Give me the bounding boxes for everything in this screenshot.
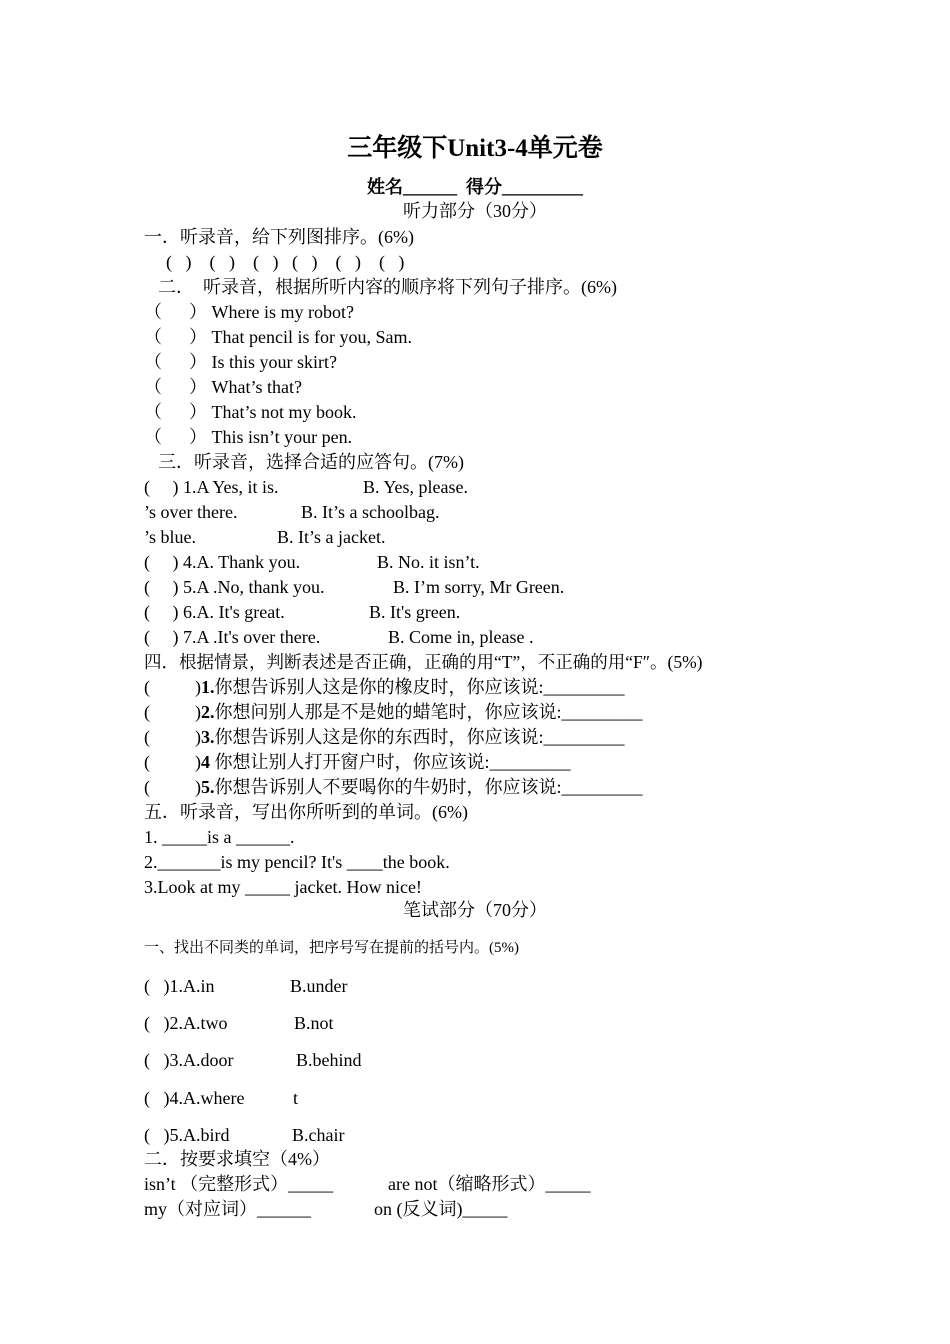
section1-heading: 一．听录音，给下列图排序。(6%): [144, 227, 414, 247]
option-b: B.not: [294, 1013, 334, 1033]
answer-bracket[interactable]: ( ): [144, 702, 201, 722]
item-text: 你想告诉别人这是你的东西时，你应该说:: [214, 727, 544, 747]
option-b: B. No. it isn’t.: [377, 552, 480, 572]
answer-blank[interactable]: _________: [489, 752, 571, 772]
option-b: B. Yes, please.: [363, 477, 469, 497]
section2-item: [144, 401, 357, 423]
option-a: ’s blue.: [144, 527, 196, 547]
answer-blank[interactable]: _________: [561, 777, 643, 797]
section3-heading: 三．听录音，选择合适的应答句。(7%): [158, 452, 464, 472]
answer-bracket[interactable]: （ ）: [144, 302, 207, 322]
option-a[interactable]: ( )2.A.two: [144, 1013, 228, 1033]
judgement-item: [144, 751, 571, 773]
option-a: ( ) 5.A .No, thank you.: [144, 577, 325, 597]
fill-item[interactable]: on (反义词)_____: [374, 1199, 508, 1219]
option-a[interactable]: ( )5.A.bird: [144, 1125, 230, 1145]
section5-heading: 五．听录音，写出你所听到的单词。(6%): [144, 802, 468, 822]
sentence-text: That’s not my book.: [211, 402, 357, 422]
fill-line[interactable]: 3.Look at my _____ jacket. How nice!: [144, 877, 422, 897]
fill-item[interactable]: isn’t （完整形式）_____: [144, 1174, 334, 1194]
item-text: 你想让别人打开窗户时，你应该说:: [210, 752, 490, 772]
item-number: 5.: [201, 777, 215, 797]
item-number: 3.: [201, 727, 215, 747]
fill-line[interactable]: 1. _____is a ______.: [144, 827, 295, 847]
item-number: 1.: [201, 677, 215, 697]
option-b: B. It’s a jacket.: [277, 527, 386, 547]
option-b: B.chair: [292, 1125, 345, 1145]
item-text: 你想告诉别人这是你的橡皮时，你应该说:: [214, 677, 544, 697]
option-a: ’s over there.: [144, 502, 238, 522]
written-header: 笔试部分（70分）: [403, 900, 547, 920]
answer-blank[interactable]: _________: [543, 727, 625, 747]
sentence-text: This isn’t your pen.: [211, 427, 353, 447]
option-a: ( ) 6.A. It's great.: [144, 602, 285, 622]
section2-item: [144, 326, 412, 348]
judgement-item: [144, 676, 625, 698]
section2-item: [144, 301, 354, 323]
name-score-line: [0, 176, 950, 198]
name-blank[interactable]: ______: [403, 177, 457, 197]
answer-blank[interactable]: _________: [561, 702, 643, 722]
written1-heading: 一、找出不同类的单词，把序号写在提前的括号内。(5%): [144, 940, 519, 956]
option-a: ( ) 4.A. Thank you.: [144, 552, 301, 572]
option-b: B. I’m sorry, Mr Green.: [393, 577, 565, 597]
fill-item[interactable]: are not（缩略形式）_____: [388, 1174, 591, 1194]
answer-bracket[interactable]: （ ）: [144, 327, 207, 347]
fill-item[interactable]: my（对应词）______: [144, 1199, 312, 1219]
option-b: B. It’s a schoolbag.: [301, 502, 440, 522]
option-a[interactable]: ( )3.A.door: [144, 1050, 234, 1070]
item-text: 你想问别人那是不是她的蜡笔时，你应该说:: [214, 702, 562, 722]
item-text: 你想告诉别人不要喝你的牛奶时，你应该说:: [214, 777, 562, 797]
sentence-text: Is this your skirt?: [211, 352, 337, 372]
option-a[interactable]: ( )4.A.where: [144, 1088, 245, 1108]
answer-bracket[interactable]: （ ）: [144, 427, 207, 447]
judgement-item: [144, 726, 625, 748]
section3-row: [144, 476, 279, 498]
section2-item: [144, 426, 352, 448]
item-number: 2.: [201, 702, 215, 722]
answer-bracket[interactable]: ( ): [144, 727, 201, 747]
name-label: 姓名: [367, 177, 403, 197]
judgement-item: [144, 701, 643, 723]
option-b: t: [293, 1088, 299, 1108]
option-a: ( ) 7.A .It's over there.: [144, 627, 321, 647]
sentence-text: What’s that?: [211, 377, 302, 397]
answer-bracket[interactable]: （ ）: [144, 402, 207, 422]
sentence-text: That pencil is for you, Sam.: [211, 327, 412, 347]
answer-bracket[interactable]: ( ): [144, 777, 201, 797]
answer-blank[interactable]: _________: [543, 677, 625, 697]
section2-item: [144, 376, 302, 398]
page-title: 三年级下Unit3-4单元卷: [347, 135, 603, 162]
option-b: B.under: [290, 976, 348, 996]
section1-brackets[interactable]: ( ) ( ) ( ) ( ) ( ) ( ): [166, 252, 405, 272]
score-label: 得分: [466, 177, 502, 197]
option-a: ( ) 1.A Yes, it is.: [144, 477, 279, 497]
section2-item: [144, 351, 337, 373]
listening-header: 听力部分（30分）: [403, 201, 547, 221]
answer-bracket[interactable]: （ ）: [144, 352, 207, 372]
section4-heading: 四．根据情景，判断表述是否正确，正确的用“T”，不正确的用“F″。(5%): [144, 652, 703, 672]
answer-bracket[interactable]: ( ): [144, 752, 201, 772]
item-number: 4: [201, 752, 210, 772]
answer-bracket[interactable]: ( ): [144, 677, 201, 697]
option-b: B. Come in, please .: [388, 627, 534, 647]
sentence-text: Where is my robot?: [211, 302, 354, 322]
option-b: B.behind: [296, 1050, 362, 1070]
judgement-item: [144, 776, 643, 798]
written2-heading: 二．按要求填空（4%）: [144, 1149, 330, 1169]
answer-bracket[interactable]: （ ）: [144, 377, 207, 397]
section2-heading: 二． 听录音，根据所听内容的顺序将下列句子排序。(6%): [158, 277, 617, 297]
option-b: B. It's green.: [369, 602, 461, 622]
fill-line[interactable]: 2._______is my pencil? It's ____the book.: [144, 852, 450, 872]
score-blank[interactable]: _________: [502, 177, 583, 197]
option-a[interactable]: ( )1.A.in: [144, 976, 215, 996]
